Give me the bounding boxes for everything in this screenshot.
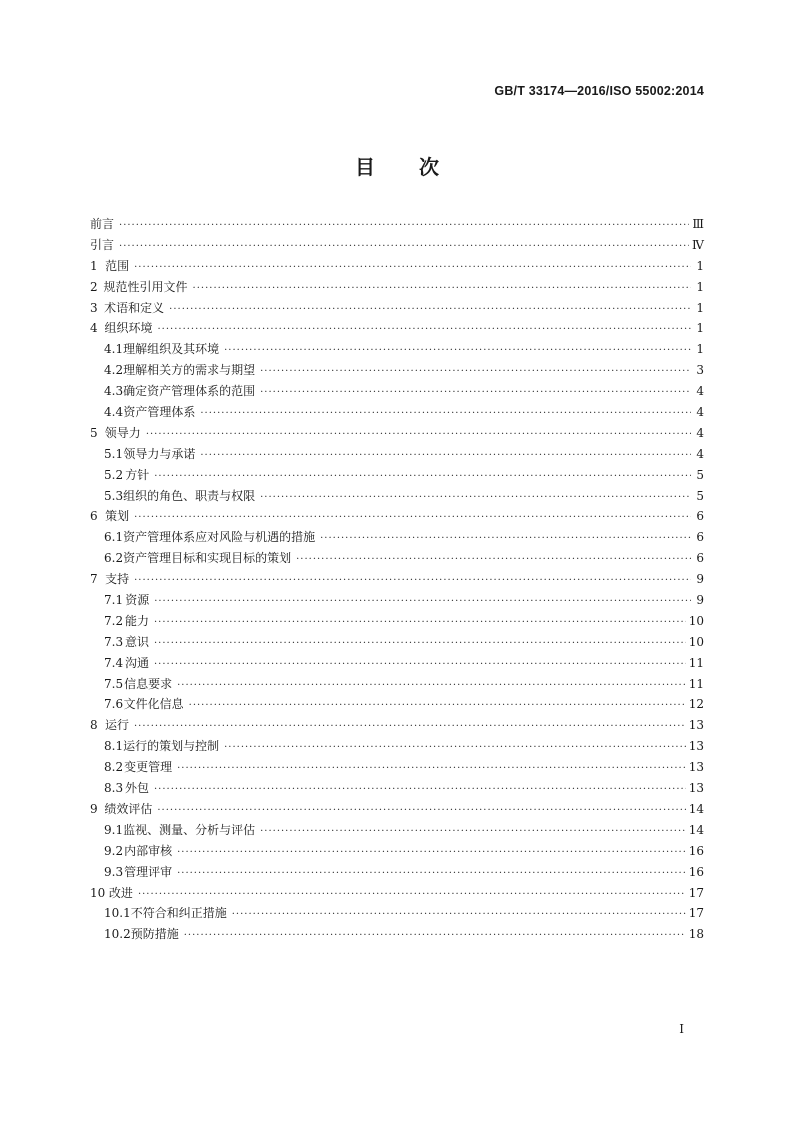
toc-dot-leader [169, 300, 691, 321]
toc-entry-label: 资产管理目标和实现目标的策划 [123, 551, 292, 566]
toc-dot-leader [320, 529, 691, 550]
page-title-char-1: 目 [355, 155, 375, 179]
toc-entry-page: 13 [688, 760, 704, 775]
toc-entry-label: 资产管理体系 [123, 405, 196, 420]
toc-entry-label: 管理评审 [124, 864, 173, 879]
toc-entry-page: 6 [696, 530, 704, 545]
toc-entry-page: 11 [688, 655, 704, 670]
toc-entry-number: 4 [90, 321, 98, 336]
toc-entry-label: 领导力 [104, 425, 141, 440]
toc-dot-leader [296, 550, 691, 571]
toc-entry[interactable] [90, 527, 704, 548]
toc-entry-number: 9.1 [104, 822, 124, 837]
toc-entry-page: 6 [696, 551, 704, 566]
toc-entry-page: 13 [688, 739, 704, 754]
toc-entry-label: 内部审核 [124, 843, 173, 858]
toc-dot-leader [134, 571, 691, 592]
toc-entry[interactable] [90, 339, 704, 360]
toc-dot-leader [184, 926, 686, 947]
toc-dot-leader [154, 780, 686, 801]
toc-entry[interactable] [90, 423, 704, 444]
toc-entry[interactable] [90, 360, 704, 381]
toc-entry-page: 17 [688, 885, 704, 900]
toc-entry[interactable] [90, 256, 704, 277]
toc-entry-page: 11 [688, 676, 704, 691]
toc-entry-label: 意识 [124, 634, 149, 649]
toc-entry-label: 绩效评估 [104, 801, 153, 816]
toc-entry[interactable] [90, 736, 704, 757]
toc-entry-label: 支持 [105, 572, 130, 587]
toc-entry-page: 12 [688, 697, 704, 712]
toc-entry-label: 监视、测量、分析与评估 [123, 822, 256, 837]
toc-entry-number: 7.5 [104, 676, 124, 691]
toc-entry-number: 6.1 [104, 530, 124, 545]
toc-entry-label: 运行 [104, 718, 129, 733]
toc-entry-page: 5 [696, 467, 704, 482]
toc-entry-label: 资源 [125, 593, 150, 608]
toc-entry-number: 9.2 [104, 843, 124, 858]
toc-entry-page: 17 [688, 906, 704, 921]
toc-dot-leader [158, 320, 692, 341]
toc-dot-leader [154, 592, 691, 613]
toc-entry-number: 4.3 [104, 384, 124, 399]
toc-dot-leader [119, 237, 689, 258]
toc-entry-page: 9 [696, 572, 704, 587]
toc-dot-leader [232, 905, 686, 926]
toc-entry-number: 9 [90, 801, 98, 816]
toc-entry-page: 13 [688, 781, 704, 796]
toc-entry[interactable] [90, 903, 704, 924]
toc-entry-number: 8.2 [104, 760, 124, 775]
toc-dot-leader [157, 801, 685, 822]
toc-dot-leader [177, 676, 686, 697]
toc-entry-label: 外包 [124, 781, 149, 796]
toc-entry-label: 文件化信息 [123, 697, 184, 712]
toc-entry[interactable] [90, 590, 704, 611]
toc-entry-label: 变更管理 [124, 760, 173, 775]
toc-entry[interactable] [90, 277, 704, 298]
toc-entry-label: 沟通 [124, 655, 149, 670]
page-title-char-2: 次 [419, 155, 439, 179]
toc-entry-label: 运行的策划与控制 [123, 739, 220, 754]
toc-dot-leader [138, 885, 686, 906]
toc-dot-leader [134, 508, 691, 529]
toc-entry[interactable] [90, 486, 704, 507]
toc-entry-page: 1 [696, 300, 704, 315]
toc-entry[interactable] [90, 757, 704, 778]
toc-dot-leader [134, 258, 691, 279]
toc-entry[interactable] [90, 632, 704, 653]
toc-entry-number: 5.3 [104, 488, 124, 503]
toc-entry-label: 理解相关方的需求与期望 [123, 363, 256, 378]
toc-entry-page: 14 [688, 822, 704, 837]
toc-dot-leader [154, 634, 686, 655]
toc-entry-number: 5.1 [104, 446, 124, 461]
toc-entry-page: Ⅲ [692, 217, 704, 231]
toc-entry-number: 1 [90, 258, 98, 273]
toc-entry-page: 16 [688, 843, 704, 858]
toc-entry[interactable] [90, 444, 704, 465]
toc-entry-number: 6 [90, 509, 98, 524]
toc-entry-page: 3 [696, 363, 704, 378]
toc-dot-leader [260, 362, 691, 383]
toc-entry-page: 1 [696, 279, 704, 294]
toc-entry-number: 9.3 [104, 864, 124, 879]
toc-entry-label: 理解组织及其环境 [123, 342, 220, 357]
toc-entry-page: 4 [696, 405, 704, 420]
toc-dot-leader [224, 341, 691, 362]
toc-entry-page: 1 [696, 342, 704, 357]
toc-entry-page: 5 [696, 488, 704, 503]
toc-entry-label: 资产管理体系应对风险与机遇的措施 [123, 530, 316, 545]
toc-entry-number: 8 [90, 718, 98, 733]
toc-dot-leader [146, 425, 691, 446]
toc-dot-leader [200, 404, 691, 425]
page-title [0, 151, 794, 180]
toc-dot-leader [224, 738, 686, 759]
toc-entry-number: 7 [90, 572, 98, 587]
toc-entry-label: 信息要求 [124, 676, 173, 691]
toc-entry-page: 4 [696, 425, 704, 440]
toc-dot-leader [200, 446, 691, 467]
toc-entry-page: Ⅳ [692, 237, 704, 252]
toc-entry-label: 规范性引用文件 [103, 279, 188, 294]
toc-entry-number: 7.4 [104, 655, 124, 670]
toc-dot-leader [260, 383, 691, 404]
toc-entry-page: 18 [688, 927, 704, 942]
toc-entry[interactable] [90, 402, 704, 423]
toc-entry[interactable] [90, 381, 704, 402]
toc-entry-page: 6 [696, 509, 704, 524]
standard-code: GB/T 33174—2016/ISO 55002:2014 [494, 84, 704, 98]
toc-entry[interactable] [90, 799, 704, 820]
page-number: I [679, 1022, 684, 1036]
toc-entry-number: 7.6 [104, 697, 124, 712]
toc-entry[interactable] [90, 653, 704, 674]
toc-entry-label: 策划 [105, 509, 130, 524]
toc-entry-number: 5.2 [104, 467, 124, 482]
toc-entry[interactable] [90, 715, 704, 736]
toc-dot-leader [177, 759, 686, 780]
toc-entry-number: 10.1 [104, 906, 131, 921]
toc-entry-page: 4 [696, 446, 704, 461]
toc-entry[interactable] [90, 298, 704, 319]
toc-entry-number: 4.4 [104, 405, 124, 420]
toc-entry-page: 1 [696, 321, 704, 336]
toc-entry[interactable] [90, 611, 704, 632]
toc-entry[interactable] [90, 883, 704, 904]
toc-entry-label: 组织环境 [104, 321, 153, 336]
toc-entry-number: 6.2 [104, 551, 124, 566]
toc-entry-page: 1 [696, 258, 704, 273]
toc-entry-number: 8.3 [104, 781, 124, 796]
toc-entry[interactable] [90, 924, 704, 945]
toc-entry-page: 14 [688, 801, 704, 816]
toc-entry[interactable] [90, 778, 704, 799]
toc-entry-label: 引言 [90, 237, 115, 252]
toc-entry-number: 7.3 [104, 634, 124, 649]
toc-entry-label: 能力 [124, 613, 149, 628]
toc-dot-leader [154, 655, 686, 676]
toc-entry[interactable] [90, 569, 704, 590]
toc-entry-number: 2 [90, 279, 98, 294]
toc-entry-page: 13 [688, 718, 704, 733]
toc-entry-label: 领导力与承诺 [123, 446, 196, 461]
toc-entry-page: 10 [688, 613, 704, 628]
toc-entry[interactable] [90, 841, 704, 862]
toc-entry-label: 范围 [105, 258, 130, 273]
toc-entry-label: 不符合和纠正措施 [130, 906, 227, 921]
toc-dot-leader [134, 717, 686, 738]
toc-entry-number: 7.2 [104, 613, 124, 628]
toc-entry-label: 改进 [108, 885, 133, 900]
toc-entry-number: 10.2 [104, 927, 131, 942]
toc-dot-leader [154, 613, 686, 634]
toc-dot-leader [189, 696, 686, 717]
toc-entry[interactable] [90, 465, 704, 486]
toc-entry-number: 10 [90, 885, 106, 900]
toc-entry[interactable] [90, 694, 704, 715]
toc-entry[interactable] [90, 820, 704, 841]
toc-dot-leader [177, 843, 686, 864]
toc-entry[interactable] [90, 214, 704, 235]
toc-entry[interactable] [90, 674, 704, 695]
toc-entry-number: 3 [90, 300, 98, 315]
toc-entry-label: 确定资产管理体系的范围 [123, 384, 256, 399]
toc-entry-number: 4.1 [104, 342, 124, 357]
toc-entry[interactable] [90, 318, 704, 339]
toc-entry-label: 预防措施 [130, 927, 179, 942]
toc-entry-label: 术语和定义 [104, 300, 165, 315]
toc-entry-page: 4 [696, 384, 704, 399]
toc-entry-label: 组织的角色、职责与权限 [123, 488, 256, 503]
toc-dot-leader [193, 279, 691, 300]
toc-entry-label: 方针 [125, 467, 150, 482]
toc-entry[interactable] [90, 548, 704, 569]
toc-entry-page: 9 [696, 593, 704, 608]
toc-entry-number: 5 [90, 425, 98, 440]
toc-entry-number: 8.1 [104, 739, 124, 754]
toc-dot-leader [154, 467, 691, 488]
table-of-contents [90, 214, 704, 945]
toc-entry-label: 前言 [90, 217, 115, 231]
toc-entry[interactable] [90, 235, 704, 256]
toc-dot-leader [260, 488, 691, 509]
toc-dot-leader [119, 216, 689, 237]
toc-entry[interactable] [90, 862, 704, 883]
toc-entry-page: 16 [688, 864, 704, 879]
toc-entry-number: 7.1 [104, 593, 124, 608]
toc-dot-leader [260, 822, 686, 843]
toc-entry-number: 4.2 [104, 363, 124, 378]
toc-dot-leader [177, 864, 686, 885]
toc-entry[interactable] [90, 506, 704, 527]
toc-entry-page: 10 [688, 634, 704, 649]
